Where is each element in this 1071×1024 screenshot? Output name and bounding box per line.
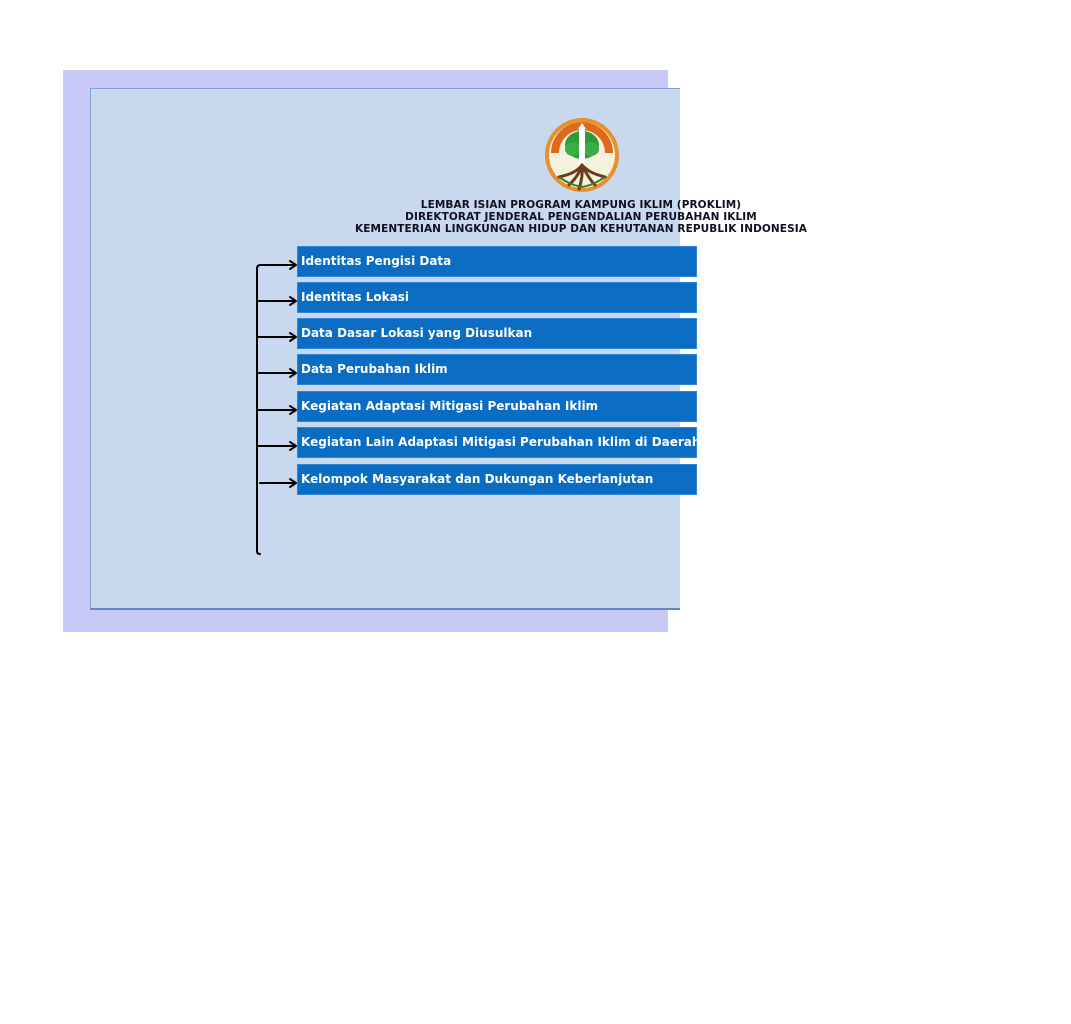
menu-button-kelompok-masyarakat[interactable]: Kelompok Masyarakat dan Dukungan Keberlanjutan: [297, 464, 697, 495]
menu-button-kegiatan-lain-daerah[interactable]: Kegiatan Lain Adaptasi Mitigasi Perubahan Iklim di Daerah Lain: [297, 427, 697, 458]
menu-button-data-perubahan-iklim[interactable]: Data Perubahan Iklim: [297, 354, 697, 385]
menu-button-identitas-lokasi[interactable]: Identitas Lokasi: [297, 282, 697, 313]
form-title: LEMBAR ISIAN PROGRAM KAMPUNG IKLIM (PROKLIM): [420, 199, 742, 211]
menu-button-kegiatan-adaptasi-mitigasi[interactable]: Kegiatan Adaptasi Mitigasi Perubahan Iklim: [297, 391, 697, 422]
ministry-title: KEMENTERIAN LINGKUNGAN HIDUP DAN KEHUTANAN REPUBLIK INDONESIA: [355, 223, 807, 235]
menu-button-identitas-pengisi-data[interactable]: Identitas Pengisi Data: [297, 246, 697, 277]
directorate-title: DIREKTORAT JENDERAL PENGENDALIAN PERUBAHAN IKLIM: [405, 211, 757, 223]
menu-button-data-dasar-lokasi[interactable]: Data Dasar Lokasi yang Diusulkan: [297, 318, 697, 349]
ministry-logo-icon: [543, 115, 621, 195]
form-panel: [90, 88, 807, 610]
spreadsheet-area: [63, 70, 807, 632]
